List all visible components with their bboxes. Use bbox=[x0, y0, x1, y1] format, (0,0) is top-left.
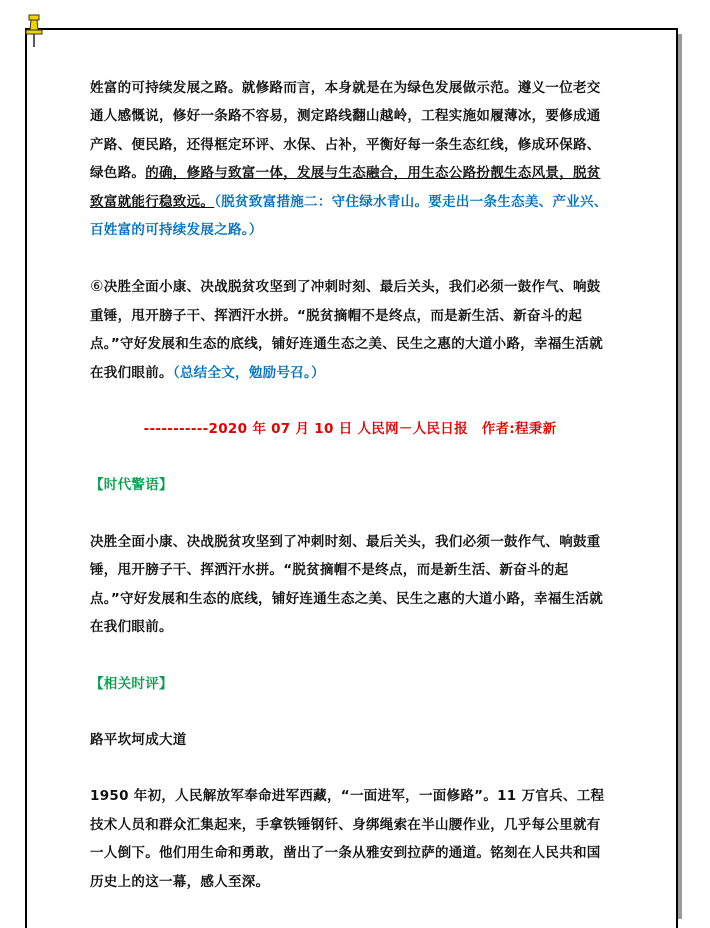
section-heading-era-warning: 【时代警语】 bbox=[90, 477, 173, 494]
paragraph-2 bbox=[90, 272, 610, 387]
page-shadow bbox=[678, 34, 682, 919]
source-line: -----------2020 年 07 月 10 日 人民网－人民日报 作者:程秉新 bbox=[143, 421, 557, 438]
commentary-text: 1950 年初，人民解放军奉命进军西藏，“一面进军，一面修路”。11 万官兵、工程技术人员和群众汇集起来，手拿铁锤钢钎、身绑绳索在半山腰作业，几乎每公里就有一人倒下。他们用生命和勇敢，凿出了一条从雅安到拉萨的通道。铭刻在人民共和国历史上的这一幕，感人至深。 bbox=[90, 788, 605, 890]
document-body bbox=[90, 74, 610, 896]
paragraph-1-note: （脱贫致富措施二：守住绿水青山。要走出一条生态美、产业兴、百姓富的可持续发展之路。） bbox=[90, 193, 608, 239]
commentary-title: 路平坎坷成大道 bbox=[90, 731, 187, 748]
paragraph-2-text: 决胜全面小康、决战脱贫攻坚到了冲刺时刻、最后关头，我们必须一鼓作气、响鼓重锤，甩开膀子干、挥洒汗水拼。“脱贫摘帽不是终点，而是新生活、新奋斗的起点。”守好发展和生态的底线，铺好连通生态之美、民生之惠的大道小路，幸福生活就在我们眼前。 bbox=[90, 279, 604, 381]
section-heading-related-commentary: 【相关时评】 bbox=[90, 675, 173, 692]
pushpin-icon bbox=[22, 14, 46, 48]
paragraph-2-note: （总结全文，勉励号召。） bbox=[172, 364, 325, 381]
paragraph-1-text: 姓富的可持续发展之路。就修路而言，本身就是在为绿色发展做示范。遵义一位老交通人感慨说，修好一条路不容易，测定路线翻山越岭，工程实施如履薄冰，要修成通产路、便民路，还得框定环评、水保、占补，平衡好每一条生态红线，修成环保路、绿色路。 bbox=[90, 80, 601, 182]
paragraph-1-underlined: 的确，修路与致富一体，发展与生态融合，用生态公路扮靓生态风景，脱贫致富就能行稳致远。 bbox=[90, 165, 601, 210]
paragraph-1 bbox=[90, 74, 610, 244]
paragraph-2-marker: ⑥ bbox=[90, 277, 104, 296]
section-1-text: 决胜全面小康、决战脱贫攻坚到了冲刺时刻、最后关头，我们必须一鼓作气、响鼓重锤，甩开膀子干、挥洒汗水拼。“脱贫摘帽不是终点，而是新生活、新奋斗的起点。”守好发展和生态的底线，铺好连通生态之美、民生之惠的大道小路，幸福生活就在我们眼前。 bbox=[90, 533, 604, 636]
